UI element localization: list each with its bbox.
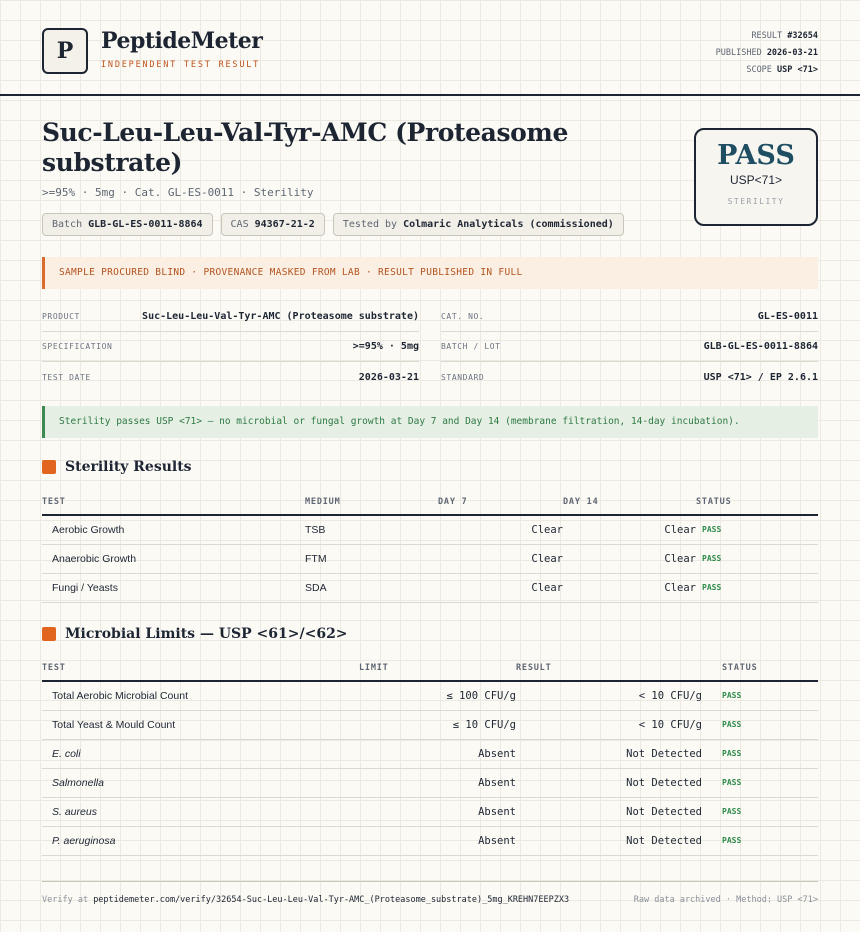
medium: SDA: [305, 573, 438, 602]
result: Not Detected: [516, 739, 702, 768]
spec-value: 2026-03-21: [358, 371, 419, 383]
scope-label: SCOPE: [746, 65, 772, 75]
spec-left: [42, 302, 419, 392]
cas-chip-label: CAS: [230, 219, 249, 230]
product-chips: [42, 213, 624, 236]
limit: Absent: [359, 739, 516, 768]
verify-line: [42, 895, 569, 905]
column-header: TEST: [42, 489, 305, 515]
medium: TSB: [305, 515, 438, 544]
status-badge: PASS: [696, 544, 818, 573]
limit: Absent: [359, 797, 516, 826]
product-subtitle: >=95% · 5mg · Cat. GL-ES-0011 · Sterility: [42, 186, 314, 199]
published-date: 2026-03-21: [766, 48, 818, 58]
verdict-summary: Sterility passes USP <71> — no microbial or fungal growth at Day 7 and Day 14 (membrane filtration, 14-day incubation).: [42, 406, 818, 438]
spec-value: Suc-Leu-Leu-Val-Tyr-AMC (Proteasome substrate): [142, 311, 419, 322]
test-name: Total Yeast & Mould Count: [42, 710, 359, 739]
status-badge: PASS: [702, 739, 818, 768]
day7-result: Clear: [438, 573, 563, 602]
table-row: [42, 826, 818, 855]
test-name: Salmonella: [42, 768, 359, 797]
tested-by-value: Colmaric Analyticals (commissioned): [403, 219, 614, 230]
status-badge: PASS: [702, 768, 818, 797]
spec-row: [441, 332, 818, 362]
pass-badge: [694, 128, 818, 226]
spec-key: CAT. NO.: [441, 312, 485, 321]
spec-key: STANDARD: [441, 372, 485, 382]
sterility-table: [42, 489, 818, 603]
verify-label: Verify at: [42, 895, 89, 905]
result: Not Detected: [516, 826, 702, 855]
table-row: [42, 544, 818, 573]
page-title: Suc-Leu-Leu-Val-Tyr-AMC (Proteasome substrate): [42, 118, 568, 177]
verify-link[interactable]: peptidemeter.com/verify/32654-Suc-Leu-Leu-Val-Tyr-AMC_(Proteasome_substrate)_5mg_KREHN7EEPZX3: [93, 895, 570, 905]
test-name: Fungi / Yeasts: [42, 573, 305, 602]
table-row: [42, 768, 818, 797]
batch-chip: [42, 213, 213, 236]
table-header-row: [42, 655, 818, 681]
sterility-title: Sterility Results: [65, 459, 192, 475]
method-note: Raw data archived · Method: USP <71>: [633, 895, 818, 905]
test-name: S. aureus: [42, 797, 359, 826]
blind-notice: SAMPLE PROCURED BLIND · PROVENANCE MASKED FROM LAB · RESULT PUBLISHED IN FULL: [42, 257, 818, 289]
spec-row: [42, 302, 419, 332]
brand-name: PeptideMeter: [101, 28, 263, 54]
spec-value: USP <71> / EP 2.6.1: [703, 371, 818, 383]
status-badge: PASS: [702, 710, 818, 739]
microbial-table: [42, 655, 818, 856]
result-meta: [716, 28, 818, 79]
day14-result: Clear: [563, 515, 696, 544]
result-label: RESULT: [751, 31, 783, 41]
status-badge: PASS: [702, 681, 818, 710]
scope-value: USP <71>: [777, 65, 818, 75]
tested-by-chip: [333, 213, 624, 236]
medium: FTM: [305, 544, 438, 573]
brand-tagline: INDEPENDENT TEST RESULT: [101, 60, 261, 70]
result: Not Detected: [516, 768, 702, 797]
batch-chip-label: Batch: [52, 219, 83, 230]
microbial-title: Microbial Limits — USP <61>/<62>: [65, 626, 348, 642]
table-row: [42, 710, 818, 739]
test-name: Total Aerobic Microbial Count: [42, 681, 359, 710]
pass-scope: STERILITY: [727, 197, 785, 206]
spec-row: [441, 302, 818, 332]
cas-chip-value: 94367-21-2: [254, 219, 315, 230]
day14-result: Clear: [563, 544, 696, 573]
spec-value: >=95% · 5mg: [352, 341, 419, 352]
footer-divider: [42, 881, 818, 882]
brand-logo: P: [42, 28, 88, 74]
status-badge: PASS: [702, 826, 818, 855]
sterility-section-title: [42, 459, 192, 475]
test-name: Anaerobic Growth: [42, 544, 305, 573]
section-marker-icon: [42, 627, 56, 641]
test-name: Aerobic Growth: [42, 515, 305, 544]
column-header: STATUS: [702, 655, 818, 681]
tested-by-label: Tested by: [342, 219, 398, 230]
status-badge: PASS: [696, 515, 818, 544]
table-header-row: [42, 489, 818, 515]
spec-key: BATCH / LOT: [441, 342, 501, 351]
result: Not Detected: [516, 797, 702, 826]
spec-key: TEST DATE: [42, 372, 91, 382]
spec-key: SPECIFICATION: [42, 342, 113, 351]
limit: Absent: [359, 768, 516, 797]
microbial-section-title: [42, 626, 348, 642]
column-header: RESULT: [516, 655, 702, 681]
table-row: [42, 681, 818, 710]
day14-result: Clear: [563, 573, 696, 602]
spec-value: GLB-GL-ES-0011-8864: [703, 341, 818, 352]
result-number: #32654: [787, 31, 818, 41]
pass-standard: USP<71>: [729, 173, 783, 187]
limit: ≤ 10 CFU/g: [359, 710, 516, 739]
result: < 10 CFU/g: [516, 681, 702, 710]
column-header: TEST: [42, 655, 359, 681]
published-label: PUBLISHED: [715, 48, 762, 58]
day7-result: Clear: [438, 544, 563, 573]
table-row: [42, 739, 818, 768]
spec-right: [441, 302, 818, 392]
column-header: DAY 14: [563, 489, 696, 515]
spec-row: [42, 362, 419, 392]
status-badge: PASS: [696, 573, 818, 602]
header-divider: [0, 94, 860, 96]
spec-value: GL-ES-0011: [757, 311, 818, 322]
table-row: [42, 515, 818, 544]
table-row: [42, 573, 818, 602]
limit: Absent: [359, 826, 516, 855]
cas-chip: [221, 213, 325, 236]
column-header: MEDIUM: [305, 489, 438, 515]
test-name: E. coli: [42, 739, 359, 768]
spec-key: PRODUCT: [42, 312, 80, 321]
batch-chip-value: GLB-GL-ES-0011-8864: [88, 219, 203, 230]
spec-row: [42, 332, 419, 362]
limit: ≤ 100 CFU/g: [359, 681, 516, 710]
day7-result: Clear: [438, 515, 563, 544]
section-marker-icon: [42, 460, 56, 474]
pass-word: PASS: [717, 140, 795, 171]
column-header: STATUS: [696, 489, 818, 515]
table-row: [42, 797, 818, 826]
column-header: DAY 7: [438, 489, 563, 515]
status-badge: PASS: [702, 797, 818, 826]
column-header: LIMIT: [359, 655, 516, 681]
spec-row: [441, 362, 818, 392]
result: < 10 CFU/g: [516, 710, 702, 739]
test-name: P. aeruginosa: [42, 826, 359, 855]
